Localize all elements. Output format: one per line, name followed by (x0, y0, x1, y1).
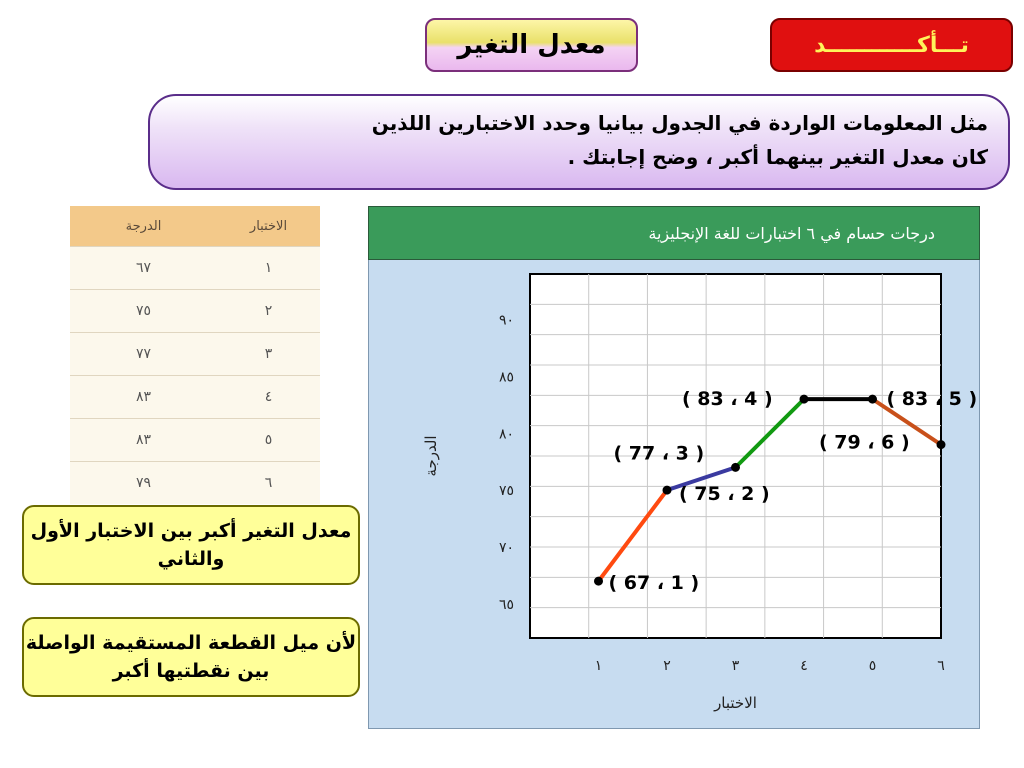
chart-title: درجات حسام في ٦ اختبارات للغة الإنجليزية (368, 206, 980, 260)
page-title: معدل التغير (425, 18, 638, 72)
x-tick-label: ٤ (800, 658, 808, 674)
line-chart (368, 206, 980, 729)
x-tick-label: ٥ (868, 658, 877, 674)
answer-note: معدل التغير أكبر بين الاختبار الأول والثاني (22, 505, 360, 585)
data-label: ( 67 ، 1 ) (608, 572, 700, 595)
x-tick-label: ٢ (663, 658, 671, 674)
score-cell: ٧٩ (70, 462, 217, 505)
data-point (937, 440, 946, 449)
score-cell: ٨٣ (70, 376, 217, 419)
data-label: ( 75 ، 2 ) (679, 483, 770, 506)
table-header-score: الدرجة (70, 206, 217, 247)
data-point (731, 463, 740, 472)
table-row (70, 290, 320, 333)
data-point (663, 486, 672, 495)
data-label: ( 77 ، 3 ) (613, 442, 705, 465)
question-box (148, 94, 1010, 190)
y-axis-label: الدرجة (422, 435, 440, 477)
scores-table (70, 206, 320, 504)
y-tick-label: ٧٥ (498, 483, 514, 500)
table-row (70, 462, 320, 505)
y-tick-label: ٦٥ (498, 596, 514, 613)
score-cell: ٧٧ (70, 333, 217, 376)
confirm-button[interactable]: تـــأكــــــــــــد (770, 18, 1013, 72)
table-header-test: الاختبار (217, 206, 320, 247)
x-tick-label: ١ (594, 658, 603, 674)
reason-note: لأن ميل القطعة المستقيمة الواصلة بين نقطتيها أكبر (22, 617, 360, 697)
score-cell: ٨٣ (70, 419, 217, 462)
data-label: ( 83 ، 5 ) (886, 388, 978, 411)
data-point (594, 577, 603, 586)
data-point (800, 395, 809, 404)
x-tick-label: ٦ (937, 658, 945, 674)
test-cell: ٥ (217, 419, 320, 462)
data-label: ( 83 ، 4 ) (682, 388, 773, 411)
data-label: ( 79 ، 6 ) (819, 431, 910, 454)
score-cell: ٧٥ (70, 290, 217, 333)
test-cell: ٦ (217, 462, 320, 505)
test-cell: ٣ (217, 333, 320, 376)
y-tick-label: ٩٠ (498, 312, 514, 329)
table-row (70, 247, 320, 290)
y-tick-label: ٧٠ (498, 540, 514, 556)
table-row (70, 376, 320, 419)
data-point (868, 395, 877, 404)
test-cell: ٤ (217, 376, 320, 419)
x-axis-label: الاختبار (714, 694, 757, 712)
table-row (70, 333, 320, 376)
y-tick-label: ٨٥ (498, 369, 514, 386)
x-tick-label: ٣ (731, 658, 740, 674)
y-tick-label: ٨٠ (498, 426, 514, 443)
test-cell: ٢ (217, 290, 320, 333)
test-cell: ١ (217, 247, 320, 290)
table-row (70, 419, 320, 462)
question-line-2: كان معدل التغير بينهما أكبر ، وضح إجابتك . (567, 145, 988, 169)
score-cell: ٦٧ (70, 247, 217, 290)
question-line-1: مثل المعلومات الواردة في الجدول بيانيا وحدد الاختبارين اللذين (371, 111, 988, 135)
